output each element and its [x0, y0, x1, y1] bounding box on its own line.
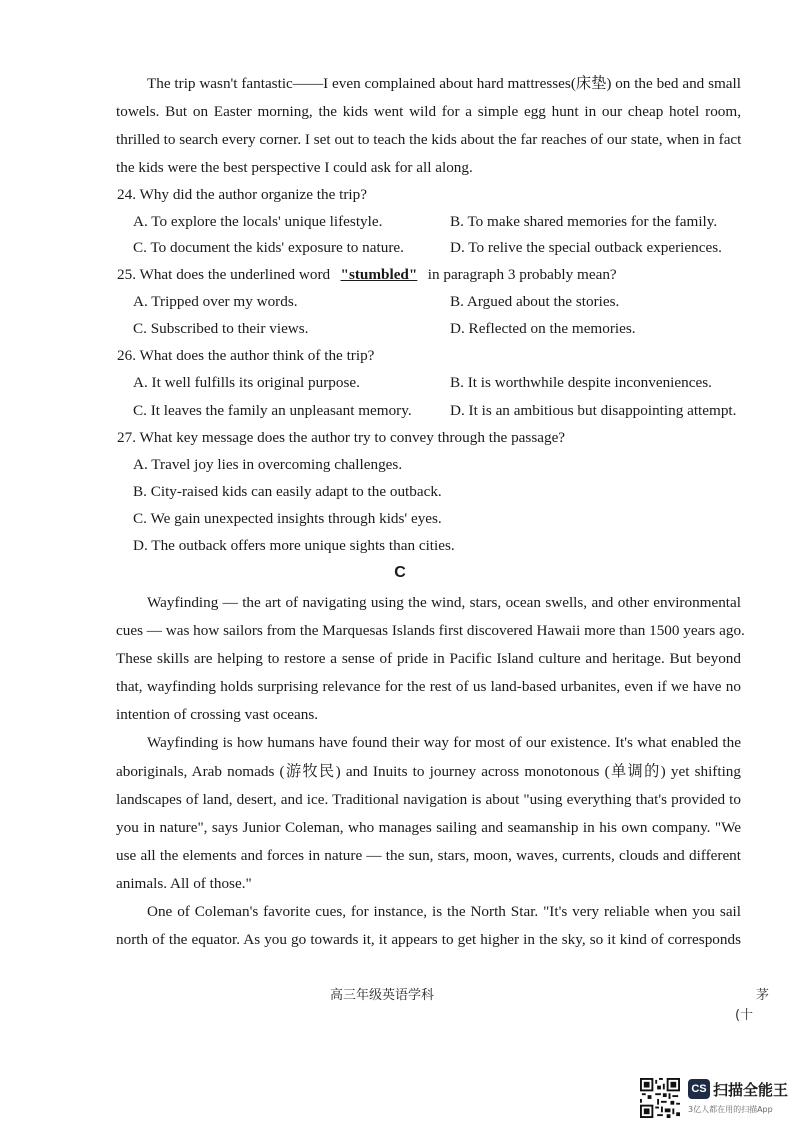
qr-code-icon: [640, 1078, 680, 1118]
question-26-option-c: C. It leaves the family an unpleasant memory.: [133, 402, 412, 419]
question-26-stem: 26. What does the author think of the trip?: [117, 347, 375, 364]
question-25-option-a: A. Tripped over my words.: [133, 293, 298, 310]
page-mark-top: 茅: [756, 988, 770, 1003]
question-25-option-b: B. Argued about the stories.: [450, 293, 620, 310]
camscanner-name: 扫描全能王: [713, 1081, 789, 1099]
question-25-option-d: D. Reflected on the memories.: [450, 320, 636, 337]
section-heading: C: [394, 564, 406, 581]
passage-line: towels. But on Easter morning, the kids went wild for a simple egg hunt in our cheap hotel room,: [116, 103, 741, 120]
question-24-option-d: D. To relive the special outback experiences.: [450, 239, 722, 256]
question-26-option-d: D. It is an ambitious but disappointing attempt.: [450, 402, 737, 419]
passage-line: cues — was how sailors from the Marquesas Islands first discovered Hawaii more than 1500 years ago.: [116, 622, 745, 639]
passage-line: north of the equator. As you go towards it, it appears to get higher in the sky, so it kind of corresponds: [116, 931, 741, 948]
passage-line: intention of crossing vast oceans.: [116, 706, 319, 723]
passage-line: thrilled to search every corner. I set out to teach the kids about the far reaches of our state, when in fact: [116, 131, 742, 148]
underlined-word: "stumbled": [340, 266, 418, 283]
passage-line: that, wayfinding holds surprising relevance for the rest of us land-based urbanites, even if we have no: [116, 678, 741, 695]
question-24-option-b: B. To make shared memories for the family.: [450, 213, 718, 230]
question-26-option-a: A. It well fulfills its original purpose.: [133, 374, 360, 391]
question-27-option-c: C. We gain unexpected insights through kids' eyes.: [133, 510, 442, 527]
question-25-stem-before: 25. What does the underlined word: [117, 266, 334, 283]
question-27-stem: 27. What key message does the author try to convey through the passage?: [117, 429, 566, 446]
page-mark-bottom: (十: [735, 1008, 754, 1023]
passage-line: aboriginals, Arab nomads (游牧民) and Inuits to journey across monotonous (单调的) yet shifting: [116, 763, 741, 780]
question-25-option-c: C. Subscribed to their views.: [133, 320, 309, 337]
camscanner-slogan: 3亿人都在用的扫描App: [688, 1105, 773, 1114]
passage-line: Wayfinding — the art of navigating using the wind, stars, ocean swells, and other environmental: [147, 594, 741, 611]
passage-line: landscapes of land, desert, and ice. Traditional navigation is about "using everything that's provided to: [116, 791, 741, 808]
passage-line: Wayfinding is how humans have found their way for most of our existence. It's what enabled the: [147, 734, 741, 751]
passage-line: animals. All of those.": [116, 875, 252, 892]
question-27-option-a: A. Travel joy lies in overcoming challenges.: [133, 456, 403, 473]
camscanner-logo: CS: [688, 1079, 710, 1099]
passage-line: The trip wasn't fantastic——I even complained about hard mattresses(床垫) on the bed and small: [147, 75, 741, 92]
question-27-option-d: D. The outback offers more unique sights than cities.: [133, 537, 455, 554]
passage-line: use all the elements and forces in nature — the sun, stars, moon, waves, currents, clouds and different: [116, 847, 741, 864]
question-26-option-b: B. It is worthwhile despite inconveniences.: [450, 374, 712, 391]
passage-line: you in nature", says Junior Coleman, who manages sailing and seamanship in his own company. "We: [116, 819, 741, 836]
footer-subject: 高三年级英语学科: [330, 988, 435, 1003]
question-24-option-c: C. To document the kids' exposure to nature.: [133, 239, 404, 256]
question-25-stem-after: in paragraph 3 probably mean?: [423, 266, 617, 283]
passage-line: the kids were the best perspective I could ask for all along.: [116, 159, 473, 176]
question-27-option-b: B. City-raised kids can easily adapt to the outback.: [133, 483, 442, 500]
question-24-stem: 24. Why did the author organize the trip?: [117, 186, 367, 203]
question-24-option-a: A. To explore the locals' unique lifestyle.: [133, 213, 383, 230]
passage-line: These skills are helping to restore a sense of pride in Pacific Island culture and heritage. But beyond: [116, 650, 741, 667]
passage-line: One of Coleman's favorite cues, for instance, is the North Star. "It's very reliable when you sail: [147, 903, 741, 920]
question-25-stem: [117, 265, 617, 285]
